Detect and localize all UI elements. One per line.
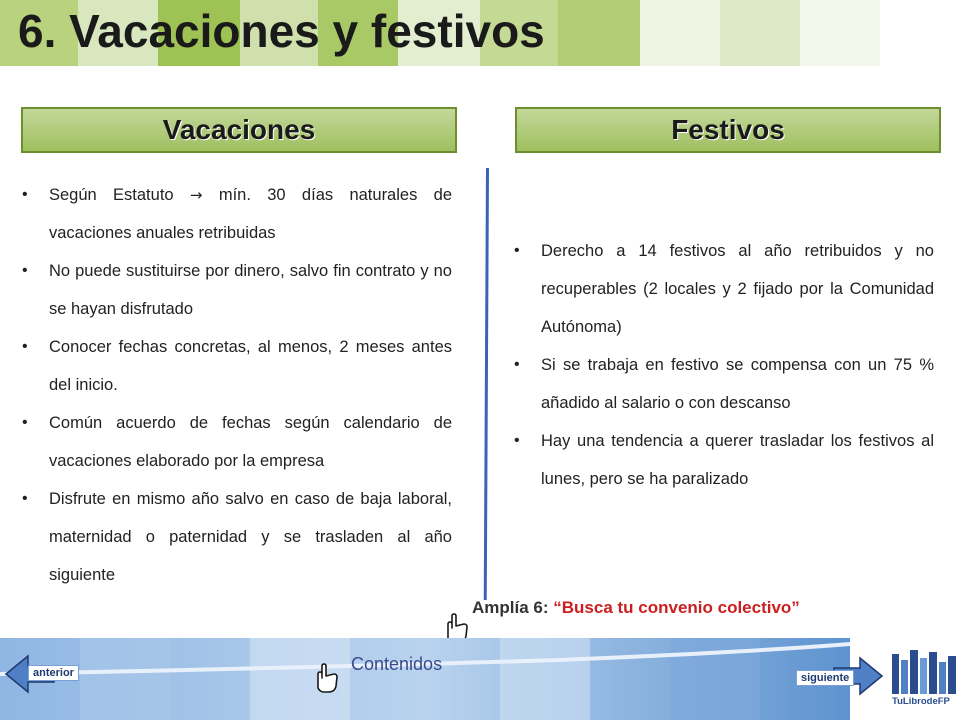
decor-square [720,0,800,66]
convenio-link[interactable]: “Busca tu convenio colectivo” [553,598,800,617]
anterior-button[interactable]: anterior [28,665,79,681]
list-item: • Común acuerdo de fechas según calendario de vacaciones elaborado por la empresa [22,404,452,480]
festivos-header-label: Festivos [671,114,785,145]
list-item-text: Según Estatuto [49,186,190,204]
decor-square [800,0,880,66]
contenidos-link[interactable]: Contenidos [351,654,443,674]
list-item: • Disfrute en mismo año salvo en caso de baja laboral, maternidad o paternidad y se trasladen al año siguiente [22,480,452,594]
list-item-text: mín. 30 días naturales de vacaciones anuales retribuidas [49,186,453,242]
list-item: • Conocer fechas concretas, al menos, 2 meses antes del inicio. [22,328,452,404]
vacaciones-list [22,176,452,594]
vacaciones-header [21,107,457,153]
list-item: • Si se trabaja en festivo se compensa con un 75 % añadido al salario o con descanso [514,346,934,422]
vacaciones-header-label: Vacaciones [162,114,316,145]
list-item: • Hay una tendencia a querer trasladar los festivos al lunes, pero se ha paralizado [514,422,934,498]
arrow-right-icon: → [189,186,203,204]
list-item [22,176,452,252]
festivos-header [515,107,941,153]
amplia-label: Amplía 6: [472,598,554,617]
column-divider [484,168,489,600]
books-logo-icon [888,646,960,696]
siguiente-button[interactable]: siguiente [796,670,854,686]
logo [888,646,960,720]
logo-text: TuLibrodeFP [892,696,950,707]
list-item: • Derecho a 14 festivos al año retribuidos y no recuperables (2 locales y 2 fijado por la Comunidad Autónoma) [514,232,934,346]
decor-square [640,0,720,66]
page-title: 6. Vacaciones y festivos [18,5,545,57]
decor-square [558,0,640,66]
pointing-hand-icon[interactable] [312,662,346,696]
festivos-list [514,232,934,498]
decor-square [880,0,960,66]
list-item: • No puede sustituirse por dinero, salvo fin contrato y no se hayan disfrutado [22,252,452,328]
amplia-link[interactable] [472,598,800,618]
